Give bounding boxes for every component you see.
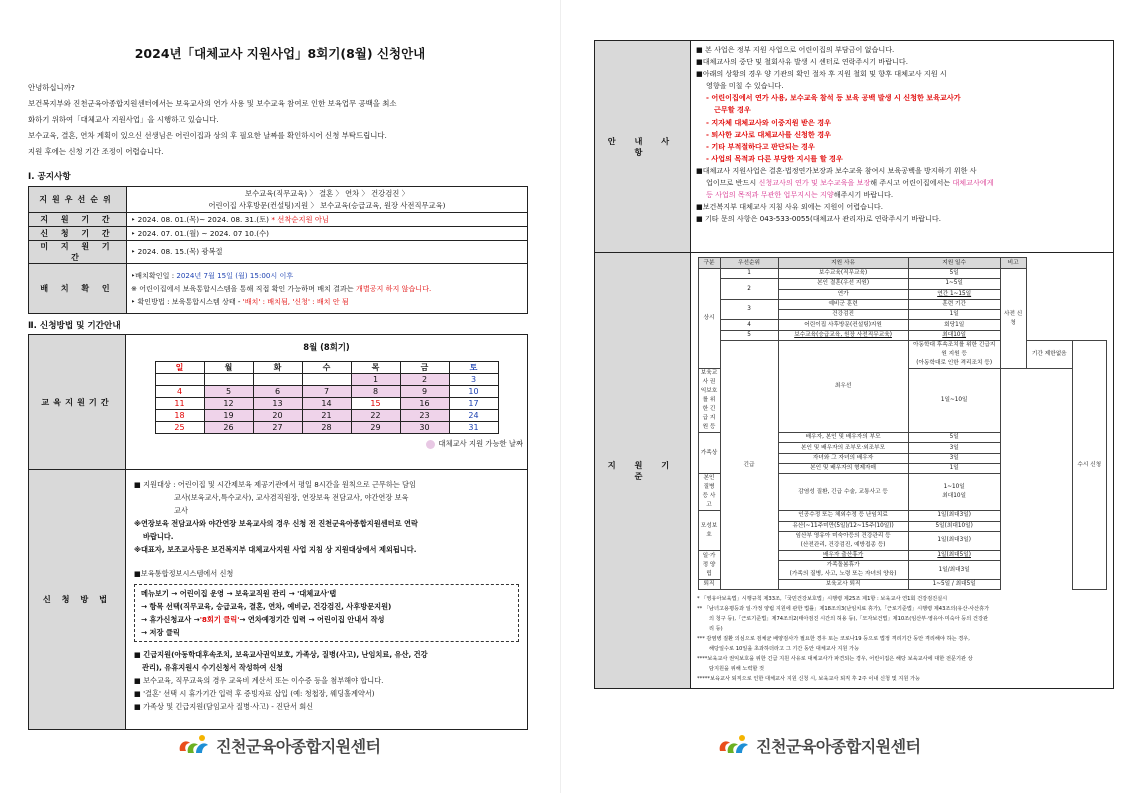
priority-maternity: 모성보호 <box>698 511 720 551</box>
reason-line: 임산부 영유아 미숙아등의 건강관리 등 <box>795 532 891 539</box>
withdraw-reason: - 퇴사한 교사로 대체교사를 신청한 경우 <box>706 129 831 139</box>
footnote: 해당일수로 10일을 초과하더라고 그 기간 동안 대체교사 지원 가능 <box>709 646 860 653</box>
reason-line: (산전관리, 건강검진, 예방접종 등) <box>800 541 886 548</box>
footnote: *****보육교사 퇴직으로 인한 대체교사 지원 신청 시, 보육교사 퇴직 후 2주 이내 신청 및 지원 가능 <box>697 676 921 683</box>
document-title: 2024년「대체교사 지원사업」8회기(8월) 신청안내 <box>134 46 426 61</box>
footnote: 리 등) <box>709 626 723 633</box>
reason-cell: 본인 및 배우자의 조부모·외조부모 <box>778 443 908 453</box>
guide-line: ■대체교사의 중단 및 철회사유 발생 시 센터로 연락주시기 바랍니다. <box>696 57 909 67</box>
day-cell: 5 <box>204 386 253 398</box>
days-line: 최대10일 <box>942 493 967 500</box>
intro-line: 보건복지부와 진천군육아종합지원센터에서는 보육교사의 연가 사용 및 보수교육 참여로 인한 보육업무 공백을 최소 <box>28 99 397 108</box>
center-logo <box>716 733 921 757</box>
criteria-cell <box>691 253 1114 689</box>
guide-line: ■ 본 사업은 정부 지원 사업으로 어린이집의 부담금이 없습니다. <box>696 45 895 54</box>
center-logo-icon <box>716 733 750 757</box>
notice-table <box>28 186 528 314</box>
purpose-text: 해 주시고 어린이집에서는 <box>870 178 953 188</box>
col-priority: 우선순위 <box>720 258 778 269</box>
center-logo-text: 진천군육아종합지원센터 <box>216 736 381 756</box>
purpose-text: 해주시기 바랍니다. <box>833 190 894 200</box>
priority-cell: 3 <box>720 299 778 320</box>
guide-table <box>594 40 1114 689</box>
footnote: 의 청구 등),「근로기준법」제74조의2(태아검진 시간의 허용 등),「모자보건법」제10조(임산부·영유아·미숙아 등의 건강관 <box>709 616 988 623</box>
apply-period-value: ‣ 2024. 07. 01.(월) ~ 2024. 07 10.(수) <box>127 227 528 241</box>
extended-care-note: ※연장보육 전담교사와 야간연장 보육교사의 경우 신청 전 진천군육아종합지원센터로 연락 <box>134 519 418 528</box>
day-cell: 31 <box>449 422 498 434</box>
col-reason: 지원 사유 <box>778 258 908 269</box>
purpose-highlight: 대체교사에게 <box>952 178 994 188</box>
criteria-notes <box>691 594 1113 688</box>
weekday-fri: 금 <box>400 362 449 374</box>
step-click-session: '8회기 클릭' <box>199 615 240 624</box>
day-cell: 25 <box>155 422 204 434</box>
notice-heading: Ⅰ. 공지사항 <box>28 172 71 182</box>
target-text: ■ 지원대상 : 어린이집 및 시간제보육 제공기관에서 평일 8시간을 원칙으로 근무하는 담임 <box>134 480 416 489</box>
apply-period-label: 신 청 기 간 <box>29 227 127 241</box>
step-input: → 연차예정기간 입력 → 어린이집 안내서 작성 <box>239 615 385 624</box>
guide-body <box>691 41 1113 228</box>
purpose-highlight: 신청교사의 연가 및 보수교육을 보장 <box>758 178 871 188</box>
priority-top: 최우선 <box>778 341 908 433</box>
day-cell: 27 <box>253 422 302 434</box>
day-cell: 28 <box>302 422 351 434</box>
priority-retire: 퇴직 <box>698 580 720 590</box>
day-cell: 3 <box>449 374 498 386</box>
days-cell: 1일(최대5일) <box>908 550 1000 560</box>
weekday-wed: 수 <box>302 362 351 374</box>
reason-cell: 보육교사 퇴직 <box>778 580 908 590</box>
priority-worklife: 일·가정 양립 <box>698 550 720 579</box>
reason-cell: 인공수정 또는 체외수정 등 난임치료 <box>778 511 908 521</box>
reason-line: (아동학대로 인한 격리조치 등) <box>916 360 993 367</box>
days-cell: 5일 <box>908 433 1000 443</box>
method-label: 신 청 방 법 <box>29 470 126 730</box>
period-label: 교육지원기간 <box>29 335 126 470</box>
reason-cell: 본인 및 배우자의 형제자매 <box>778 463 908 473</box>
center-logo-icon <box>176 733 210 757</box>
days-cell: 1일 <box>908 310 1000 320</box>
col-category: 구분 <box>698 258 720 269</box>
intro-text <box>28 80 548 160</box>
days-cell: 연간 1~15일 <box>908 289 1000 299</box>
reason-cell: 예비군 훈련 <box>778 299 908 309</box>
day-cell: 11 <box>155 398 204 410</box>
guide-label: 안 내 사 항 <box>595 41 691 253</box>
criteria-label: 지 원 기 준 <box>595 253 691 689</box>
day-cell: 17 <box>449 398 498 410</box>
day-cell <box>204 374 253 386</box>
day-cell <box>302 374 351 386</box>
withdraw-reason: - 기타 부적절하다고 판단되는 경우 <box>706 141 815 151</box>
calendar-caption: 8월 (8회기) <box>303 342 350 352</box>
day-cell: 6 <box>253 386 302 398</box>
reason-line: (가족의 질병, 사고, 노령 또는 자녀의 양육) <box>789 571 897 578</box>
no-support-label: 미 지 원 기 간 <box>29 241 127 264</box>
purpose-text: 업이므로 반드시 <box>706 178 759 188</box>
priority-cell: 5 <box>720 330 778 340</box>
days-cell: 1일(최대3일) <box>908 511 1000 521</box>
reason-cell: 연가 <box>778 289 908 299</box>
days-cell: 5일 <box>908 269 1000 279</box>
calendar <box>155 361 499 434</box>
center-logo-text: 진천군육아종합지원센터 <box>756 736 921 756</box>
contact-note: ■ 기타 문의 사항은 043-533-0055(대체교사 관리자)로 연락주시기 바랍니다. <box>696 214 941 224</box>
day-cell: 2 <box>400 374 449 386</box>
emergency-note: ■ 긴급지원(아동학대후속조치, 보육교사권익보호, 가족상, 질병(사고), 난임치료, 유산, 건강 <box>134 650 428 659</box>
priority-label: 지원우선순위 <box>29 187 127 213</box>
apply-table <box>28 334 528 730</box>
guideline-note: ■보건복지부 대체교사 지침 사유 외에는 지원이 어렵습니다. <box>696 202 883 212</box>
day-cell <box>155 374 204 386</box>
day-cell: 23 <box>400 410 449 422</box>
days-cell <box>908 474 1000 511</box>
day-cell: 8 <box>351 386 400 398</box>
note-pre: 사전 신청 <box>1000 269 1026 369</box>
day-cell: 20 <box>253 410 302 422</box>
apply-heading: Ⅱ. 신청방법 및 기간안내 <box>28 321 121 331</box>
footnote: ****보육교사 권익보호을 위한 긴급 지원 사유로 대체교사가 파견되는 경우, 어린이집은 해당 보육교사에 대한 전문기관 상 <box>697 656 973 663</box>
intro-line: 지원 후에는 신청 기간 조정이 어렵습니다. <box>28 147 164 156</box>
weekday-sun: 일 <box>155 362 204 374</box>
priority-cell: 1 <box>720 269 778 279</box>
training-note: ■ 보수교육, 직무교육의 경우 교육비 계산서 또는 이수증 등을 첨부해야 합니다. <box>134 676 384 685</box>
reason-cell: 보수교육(승급교육, 원장 사전직무교육) <box>778 330 908 340</box>
method-body <box>126 470 527 717</box>
days-cell: 3일 <box>908 443 1000 453</box>
system-apply-heading: ■보육통합정보시스템에서 신청 <box>134 569 234 578</box>
reason-cell: 보수교육(직무교육) <box>778 269 908 279</box>
day-cell: 13 <box>253 398 302 410</box>
priority-cell: 4 <box>720 320 778 330</box>
no-individual-notice: 개별공지 하지 않습니다. <box>355 284 432 293</box>
placement-label: 배 치 확 인 <box>29 264 127 314</box>
days-cell: 1일 <box>908 463 1000 473</box>
day-cell <box>253 374 302 386</box>
priority-value <box>127 187 528 213</box>
weekday-sat: 토 <box>449 362 498 374</box>
priority-line: 어린이집 사후방문(컨설팅)지원 〉 보수교육(승급교육, 원장 사전직무교육) <box>208 200 446 210</box>
day-cell: 19 <box>204 410 253 422</box>
apply-steps-box <box>134 584 519 642</box>
guide-cell <box>691 41 1114 253</box>
day-cell: 10 <box>449 386 498 398</box>
priority-sick: 본인 질병 등 사고 <box>698 474 720 511</box>
weekday-mon: 월 <box>204 362 253 374</box>
right-page <box>560 0 1121 793</box>
days-cell: 3일 <box>908 453 1000 463</box>
cat-regular: 상시 <box>698 269 720 369</box>
reason-cell: 어린이집 사후방문(컨설팅)지원 <box>778 320 908 330</box>
priority-cell: 2 <box>720 279 778 300</box>
no-support-value: ‣ 2024. 08. 15.(목) 광복절 <box>127 241 528 264</box>
days-cell: 최대10일 <box>908 330 1000 340</box>
excluded-note: ※대표자, 보조교사등은 보건복지부 대체교사지원 사업 지침 상 지원대상에서 제외됩니다. <box>134 545 417 554</box>
reason-cell <box>778 561 908 580</box>
calendar-legend <box>126 439 527 449</box>
criteria-table <box>698 257 1107 590</box>
withdraw-reason: 근무할 경우 <box>714 105 751 115</box>
purpose-highlight: 등 사업의 목적과 무관한 업무지시는 지양 <box>706 190 834 200</box>
emergency-note: 관리), 유휴지원시 수기신청서 작성하여 신청 <box>142 663 284 672</box>
reason-cell <box>908 341 1000 369</box>
weekday-tue: 화 <box>253 362 302 374</box>
day-cell: 21 <box>302 410 351 422</box>
day-cell: 12 <box>204 398 253 410</box>
diagnosis-note: ■ 가족상 및 긴급지원(담임교사 질병·사고) - 진단서 회신 <box>134 702 314 711</box>
support-period-text: ‣ 2024. 08. 01.(목)~ 2024. 08. 31.(토) <box>131 214 272 224</box>
days-cell: 1일/최대3일 <box>908 561 1000 580</box>
day-cell: 15 <box>351 398 400 410</box>
footnote: ** 「남녀고용평등과 일·가정 양립 지원에 관한 법률」제18조의3(난임치료 휴가),「근로기준법」시행령 제43조의(유산·사산휴가 <box>697 606 990 613</box>
target-text: 교사(보육교사,특수교사), 교사겸직원장, 연장보육 전담교사, 야간연장 보육 <box>174 493 409 502</box>
guide-line: ■아래의 상황의 경우 양 기관의 확인 절차 후 지원 철회 및 향후 대체교사 지원 시 <box>696 69 947 79</box>
placement-date: 2024년 7월 15일 (월) 15:00시 이후 <box>176 271 294 280</box>
col-note: 비고 <box>1000 258 1026 269</box>
intro-line: 화하기 위하여「대체교사 지원사업」을 시행하고 있습니다. <box>28 115 219 124</box>
priority-family: 가족상 <box>698 433 720 474</box>
days-cell: 1일(최대3일) <box>908 531 1000 550</box>
reason-line: 가족돌봄휴가 <box>826 562 860 569</box>
day-cell: 29 <box>351 422 400 434</box>
note-any: 수시 신청 <box>1072 341 1106 590</box>
reason-cell: 배우자 출산휴가 <box>778 550 908 560</box>
days-cell: 기간 제한없음 <box>1026 341 1072 369</box>
day-cell: 9 <box>400 386 449 398</box>
reason-cell: 유산(~11주미만(5일)/12~15주(10일)) <box>778 521 908 531</box>
withdraw-reason: - 어린이집에서 연가 사용, 보수교육 참석 등 보육 공백 발생 시 신청한 보육교사가 <box>706 93 961 103</box>
footnote: 담지원을 위해 노력할 것 <box>709 666 765 673</box>
col-days: 지원 일수 <box>908 258 1000 269</box>
intro-line: 보수교육, 결혼, 연차 계획이 있으신 선생님은 어린이집과 상의 후 필요한 날짜를 확인하시어 신청 부탁드립니다. <box>28 131 387 140</box>
day-cell: 26 <box>204 422 253 434</box>
purpose-line: ■대체교사 지원사업은 결혼·법정연가보장과 보수교육 참여시 보육공백을 방지하기 위한 사 <box>696 165 977 175</box>
step-menu: 메뉴보기 → 어린이집 운영 → 보육교직원 관리 → '대체교사'탭 <box>141 589 337 598</box>
reason-cell: 보육교사 권익보호를 위한 긴급 지원 등 <box>698 369 720 433</box>
method-cell <box>126 470 528 730</box>
reason-cell: 자녀와 그 자녀의 배우자 <box>778 453 908 463</box>
priority-line: 보수교육(직무교육) 〉 결혼 〉 연차 〉 건강검진 〉 <box>245 188 409 198</box>
cat-urgent: 긴급 <box>720 341 778 590</box>
reason-cell: 감염성 질환, 긴급 수술, 교통사고 등 <box>778 474 908 511</box>
support-period-label: 지 원 기 간 <box>29 213 127 227</box>
extended-care-note: 바랍니다. <box>143 532 174 541</box>
days-cell: 훈련 기간 <box>908 299 1000 309</box>
day-cell: 30 <box>400 422 449 434</box>
footnote: *** 감염병 질환 의심으로 검체균 배양검사가 필요한 경우 또는 코로나19 등으로 법정 격리기간 동안 격리해야 하는 경우, <box>697 636 970 643</box>
day-cell: 7 <box>302 386 351 398</box>
target-text: 교사 <box>174 506 188 515</box>
reason-cell: 배우자, 본인 및 배우자의 부모 <box>778 433 908 443</box>
reason-line: 아동학대 후속조치를 위한 긴급지원 지원 등 <box>912 342 996 358</box>
day-cell: 24 <box>449 410 498 422</box>
reason-cell <box>778 531 908 550</box>
days-cell: 1~5일 / 최대5일 <box>908 580 1000 590</box>
days-cell: 1~5일 <box>908 279 1000 289</box>
placement-date-label: ‣배치확인일 : <box>131 271 177 280</box>
day-cell: 14 <box>302 398 351 410</box>
reason-cell: 건강검진 <box>778 310 908 320</box>
days-cell: 1일~10일 <box>908 369 1000 433</box>
days-cell: 5일(최대10일) <box>908 521 1000 531</box>
day-cell: 1 <box>351 374 400 386</box>
calendar-cell <box>126 335 528 470</box>
check-method: ‣ 확인방법 : 보육통합시스템 상태 - <box>131 297 243 306</box>
reason-cell: 본인 결혼(우선 지원) <box>778 279 908 289</box>
step-save: → 저장 클릭 <box>141 628 180 637</box>
placement-value <box>127 264 528 314</box>
step-teacher: → 휴가신청교사 → <box>141 615 200 624</box>
placement-note: ※ 어린이집에서 보육통합시스템을 통해 직접 확인 가능하며 배치 결과는 <box>131 284 356 293</box>
day-cell: 16 <box>400 398 449 410</box>
guide-line: 영향을 미칠 수 있습니다. <box>706 81 784 91</box>
check-status: '배치' : 배치됨, '신청' : 배치 안 됨 <box>242 297 349 306</box>
left-page <box>0 0 560 793</box>
withdraw-reason: - 지자체 대체교사와 이중지원 받은 경우 <box>706 117 831 127</box>
days-line: 1~10일 <box>943 484 965 491</box>
days-cell: 회당1일 <box>908 320 1000 330</box>
legend-text: 대체교사 지원 가능한 날짜 <box>438 439 523 448</box>
first-come-note: * 선착순지원 아님 <box>271 214 329 224</box>
center-logo <box>176 733 381 757</box>
footnote: * 「영유아보육법」시행규칙 제33조,「국민건강보호법」시행령 제25조 제1항 : 보육교사 연1회 건강검진실시 <box>697 596 948 603</box>
legend-dot-icon <box>426 440 435 449</box>
step-select: → 항목 선택(직무교육, 승급교육, 결혼, 연차, 예비군, 건강검진, 사후방문지원) <box>141 602 392 611</box>
day-cell: 18 <box>155 410 204 422</box>
day-cell: 22 <box>351 410 400 422</box>
withdraw-reason: - 사업의 목적과 다른 부당한 지시를 할 경우 <box>706 153 843 163</box>
intro-line: 안녕하십니까? <box>28 83 75 92</box>
day-cell: 4 <box>155 386 204 398</box>
support-period-value <box>127 213 528 227</box>
wedding-note: ■ '결혼' 선택 시 휴가기간 입력 후 증빙자료 삽입 (예: 청첩장, 웨딩홀계약서) <box>134 689 375 698</box>
weekday-thu: 목 <box>351 362 400 374</box>
